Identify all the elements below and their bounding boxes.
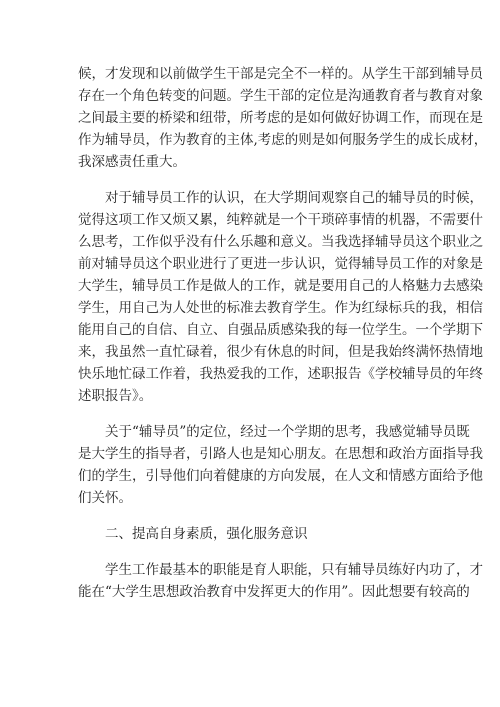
text-line: 大学生，辅导员工作是做人的工作，就是要用自己的人格魅力去感染 xyxy=(78,278,483,294)
paragraph-5 xyxy=(78,559,483,603)
text-line: 候，才发现和以前做学生干部是完全不一样的。从学生干部到辅导员 xyxy=(78,66,483,82)
section-heading xyxy=(78,523,422,545)
paragraph-3 xyxy=(78,421,483,509)
text-line: 对于辅导员工作的认识，在大学期间观察自己的辅导员的时候， xyxy=(105,190,483,206)
document-body xyxy=(78,63,488,617)
heading-text: 二、提高自身素质，强化服务意识 xyxy=(105,526,308,542)
text-line: 能在“大学生思想政治教育中发挥更大的作用”。因此想要有较高的 xyxy=(78,584,470,600)
paragraph-1 xyxy=(78,63,488,173)
text-line: 存在一个角色转变的问题。学生干部的定位是沟通教育者与教育对象 xyxy=(78,88,483,104)
text-line: 关于“辅导员”的定位，经过一个学期的思考，我感觉辅导员既 xyxy=(105,424,470,440)
text-line: 作为辅导员，作为教育的主体,考虑的则是如何服务学生的成长成材， xyxy=(78,132,488,148)
text-line: 们的学生，引导他们向着健康的方向发展，在人文和情感方面给予他 xyxy=(78,468,483,484)
text-line: 之间最主要的桥梁和纽带，所考虑的是如何做好协调工作，而现在是 xyxy=(78,110,483,126)
text-line: 快乐地忙碌工作着，我热爱我的工作，述职报告《学校辅导员的年终 xyxy=(78,366,483,382)
text-line: 我深感责任重大。 xyxy=(78,154,186,170)
text-line: 们关怀。 xyxy=(78,490,132,506)
text-line: 前对辅导员这个职业进行了更进一步认识，觉得辅导员工作的对象是 xyxy=(78,256,483,272)
text-line: 来，我虽然一直忙碌着，很少有休息的时间，但是我始终满怀热情地 xyxy=(78,344,483,360)
text-line: 能用自己的自信、自立、自强品质感染我的每一位学生。一个学期下 xyxy=(78,322,483,338)
text-line: 学生，用自己为人处世的标准去教育学生。作为红绿标兵的我，相信 xyxy=(78,300,483,316)
text-line: 觉得这项工作又烦又累，纯粹就是一个干琐碎事情的机器，不需要什 xyxy=(78,212,483,228)
paragraph-2 xyxy=(78,187,483,407)
text-line: 述职报告》。 xyxy=(78,388,153,404)
text-line: 学生工作最基本的职能是育人职能，只有辅导员练好内功了，才 xyxy=(105,562,483,578)
text-line: 是大学生的指导者，引路人也是知心朋友。在思想和政治方面指导我 xyxy=(78,446,483,462)
text-line: 么思考，工作似乎没有什么乐趣和意义。当我选择辅导员这个职业之 xyxy=(78,234,483,250)
